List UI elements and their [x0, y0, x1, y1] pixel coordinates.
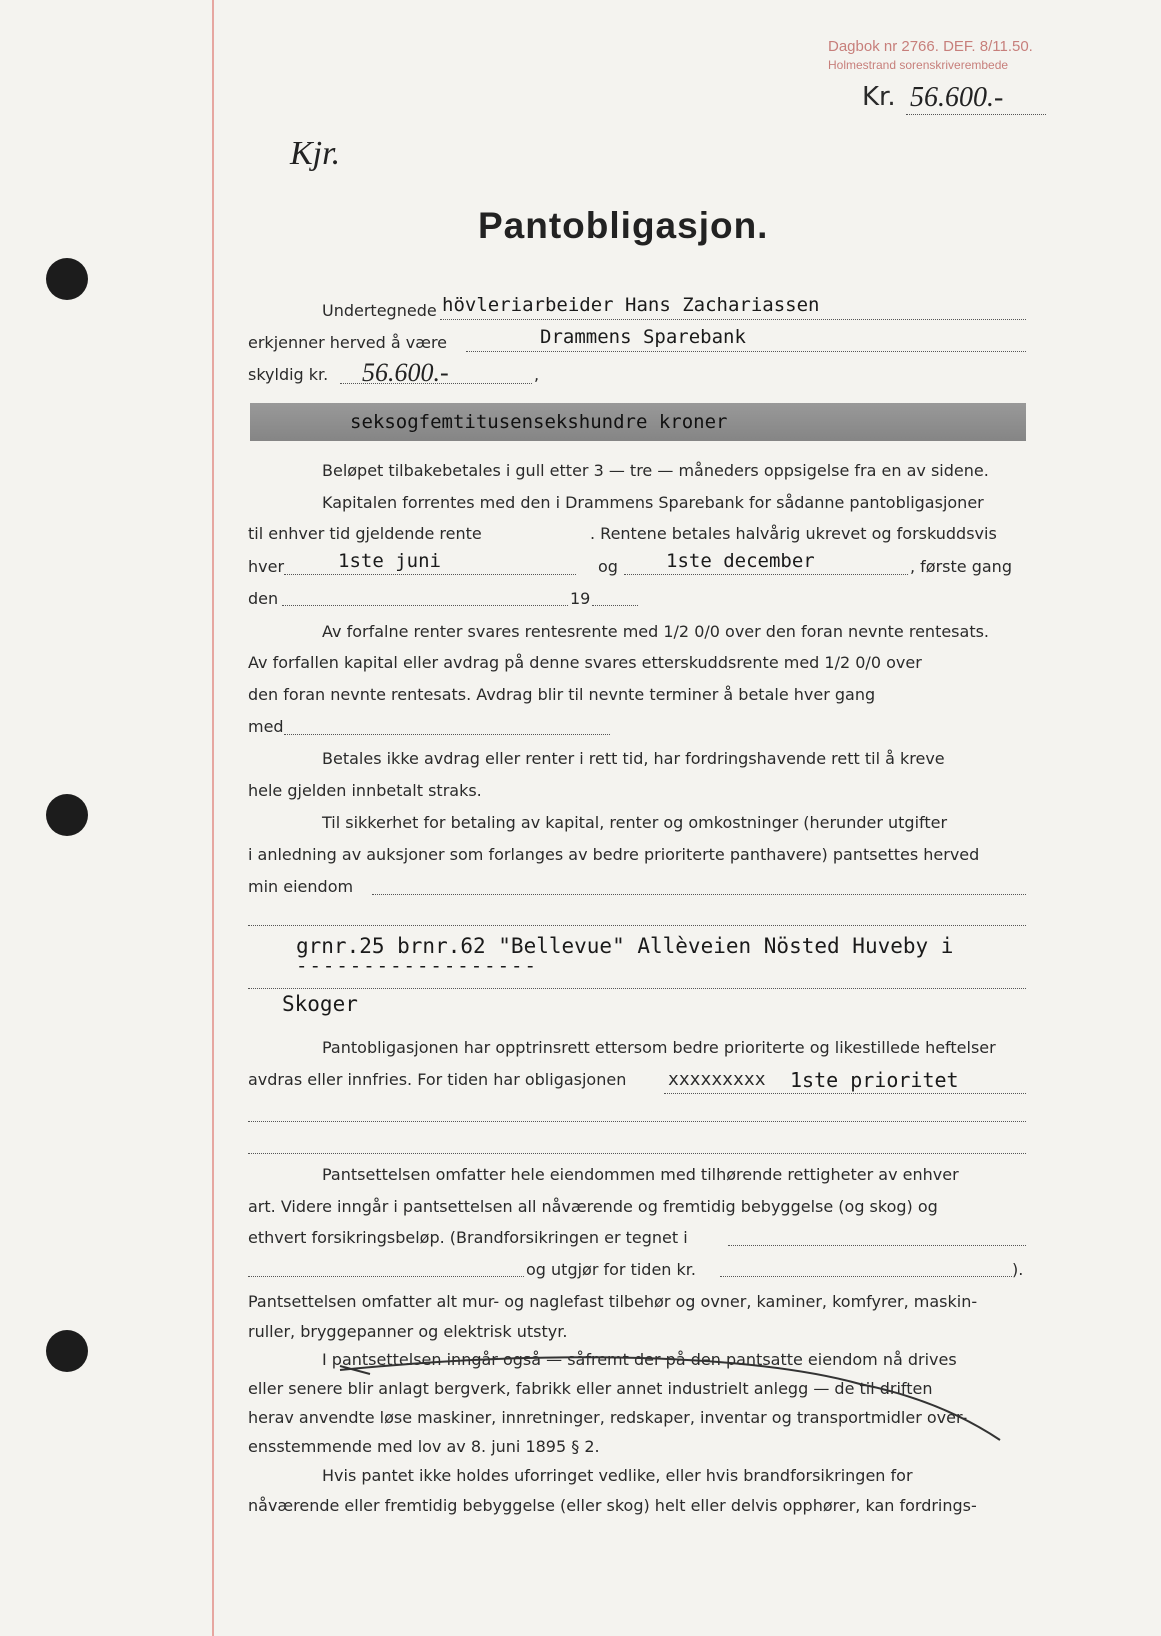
dotted-line: [284, 573, 576, 575]
priority-value: 1ste prioritet: [790, 1068, 959, 1092]
margin-line: [212, 0, 214, 1636]
dotted-line: [248, 1275, 524, 1277]
pen-stroke: [300, 1340, 1020, 1460]
creditor-name: Drammens Sparebank: [540, 326, 746, 348]
text-line: I pantsettelsen inngår også — såfremt der på den pantsatte eiendom nå drives: [322, 1350, 957, 1369]
typed-dashes: ------------------: [296, 955, 538, 977]
text-line: Betales ikke avdrag eller renter i rett tid, har fordringshavende rett til å kreve: [322, 749, 945, 768]
skyldig-label: skyldig kr.: [248, 365, 329, 384]
year-prefix: 19: [570, 589, 591, 608]
initials-signature: Kjr.: [290, 135, 341, 172]
dotted-line: [248, 1152, 1026, 1154]
hver-label: hver: [248, 557, 285, 576]
punch-hole: [46, 1330, 88, 1372]
text-line: til enhver tid gjeldende rente: [248, 524, 482, 543]
owed-amount: 56.600.-: [362, 358, 449, 387]
erkjenner-label: erkjenner herved å være: [248, 333, 448, 352]
text-line: den foran nevnte rentesats. Avdrag blir til nevnte terminer å betale hver gang: [248, 685, 876, 704]
den-label: den: [248, 589, 279, 608]
text-line: ruller, bryggepanner og elektrisk utstyr.: [248, 1322, 568, 1341]
dotted-line: [248, 987, 1026, 989]
text-line: ensstemmende med lov av 8. juni 1895 § 2.: [248, 1437, 600, 1456]
text-line: eller senere blir anlagt bergverk, fabrikk eller annet industrielt anlegg — de til driften: [248, 1379, 933, 1398]
interest-date-2: 1ste december: [666, 550, 815, 572]
text-line: ethvert forsikringsbeløp. (Brandforsikringen er tegnet i: [248, 1228, 688, 1247]
text-line: ).: [1012, 1260, 1024, 1279]
page-title: Pantobligasjon.: [478, 205, 769, 246]
dotted-line: [664, 1092, 1026, 1094]
dotted-line: [440, 318, 1026, 320]
dotted-line: [592, 604, 638, 606]
dotted-line: [340, 382, 532, 384]
skyldig-suffix: ,: [534, 365, 540, 384]
dotted-line: [906, 113, 1046, 115]
property-description: grnr.25 brnr.62 "Bellevue" Allèveien Nösted Huveby i: [296, 934, 954, 958]
dotted-line: [284, 733, 610, 735]
dotted-line: [466, 350, 1026, 352]
text-line: Beløpet tilbakebetales i gull etter 3 — tre — måneders oppsigelse fra en av sidene.: [322, 461, 989, 480]
dotted-line: [624, 573, 908, 575]
dotted-line: [372, 893, 1026, 895]
property-municipality: Skoger: [282, 992, 358, 1016]
text-line: Pantsettelsen omfatter hele eiendommen med tilhørende rettigheter av enhver: [322, 1165, 959, 1184]
text-line: Til sikkerhet for betaling av kapital, renter og omkostninger (herunder utgifter: [322, 813, 948, 832]
text-line: og utgjør for tiden kr.: [526, 1260, 696, 1279]
text-line: , første gang: [910, 557, 1012, 576]
dotted-line: [248, 924, 1026, 926]
text-line: nåværende eller fremtidig bebyggelse (eller skog) helt eller delvis opphører, kan fordrings-: [248, 1496, 977, 1515]
text-line: avdras eller innfries. For tiden har obligasjonen: [248, 1070, 627, 1089]
text-line: herav anvendte løse maskiner, innretninger, redskaper, inventar og transportmidler over-: [248, 1408, 968, 1427]
text-line: Pantobligasjonen har opptrinsrett ettersom bedre prioriterte og likestillede heftelser: [322, 1038, 996, 1057]
dotted-line: [282, 604, 568, 606]
text-line: Av forfallen kapital eller avdrag på denne svares etterskuddsrente med 1/2 0/0 over: [248, 653, 922, 672]
registry-stamp-office: Holmestrand sorenskriverembede: [828, 58, 1009, 72]
dotted-line: [728, 1244, 1026, 1246]
amount-header-value: 56.600.-: [910, 82, 1004, 113]
punch-hole: [46, 794, 88, 836]
debtor-name: hövleriarbeider Hans Zachariassen: [442, 294, 820, 316]
punch-hole: [46, 258, 88, 300]
text-line: min eiendom: [248, 877, 354, 896]
amount-header-prefix: Kr.: [862, 82, 896, 112]
text-line: Hvis pantet ikke holdes uforringet vedlike, eller hvis brandforsikringen for: [322, 1466, 913, 1485]
text-line: hele gjelden innbetalt straks.: [248, 781, 482, 800]
amount-in-words: seksogfemtitusensekshundre kroner: [350, 411, 728, 433]
registry-stamp: Dagbok nr 2766. DEF. 8/11.50.: [828, 38, 1033, 55]
undertegnede-label: Undertegnede: [322, 301, 437, 320]
text-line: Kapitalen forrentes med den i Drammens Sparebank for sådanne pantobligasjoner: [322, 493, 984, 512]
dotted-line: [248, 1120, 1026, 1122]
text-line: Av forfalne renter svares rentesrente med 1/2 0/0 over den foran nevnte rentesats.: [322, 622, 990, 641]
struck-text: xxxxxxxxx: [668, 1069, 766, 1090]
text-line: . Rentene betales halvårig ukrevet og forskuddsvis: [590, 524, 997, 543]
dotted-line: [720, 1275, 1012, 1277]
text-line: med: [248, 717, 284, 736]
og-label: og: [598, 557, 618, 576]
interest-date-1: 1ste juni: [338, 550, 441, 572]
text-line: art. Videre inngår i pantsettelsen all nåværende og fremtidig bebyggelse (og skog) og: [248, 1197, 938, 1216]
text-line: Pantsettelsen omfatter alt mur- og naglefast tilbehør og ovner, kaminer, komfyrer, maskin-: [248, 1292, 978, 1311]
text-line: i anledning av auksjoner som forlanges av bedre prioriterte panthavere) pantsettes herved: [248, 845, 980, 864]
